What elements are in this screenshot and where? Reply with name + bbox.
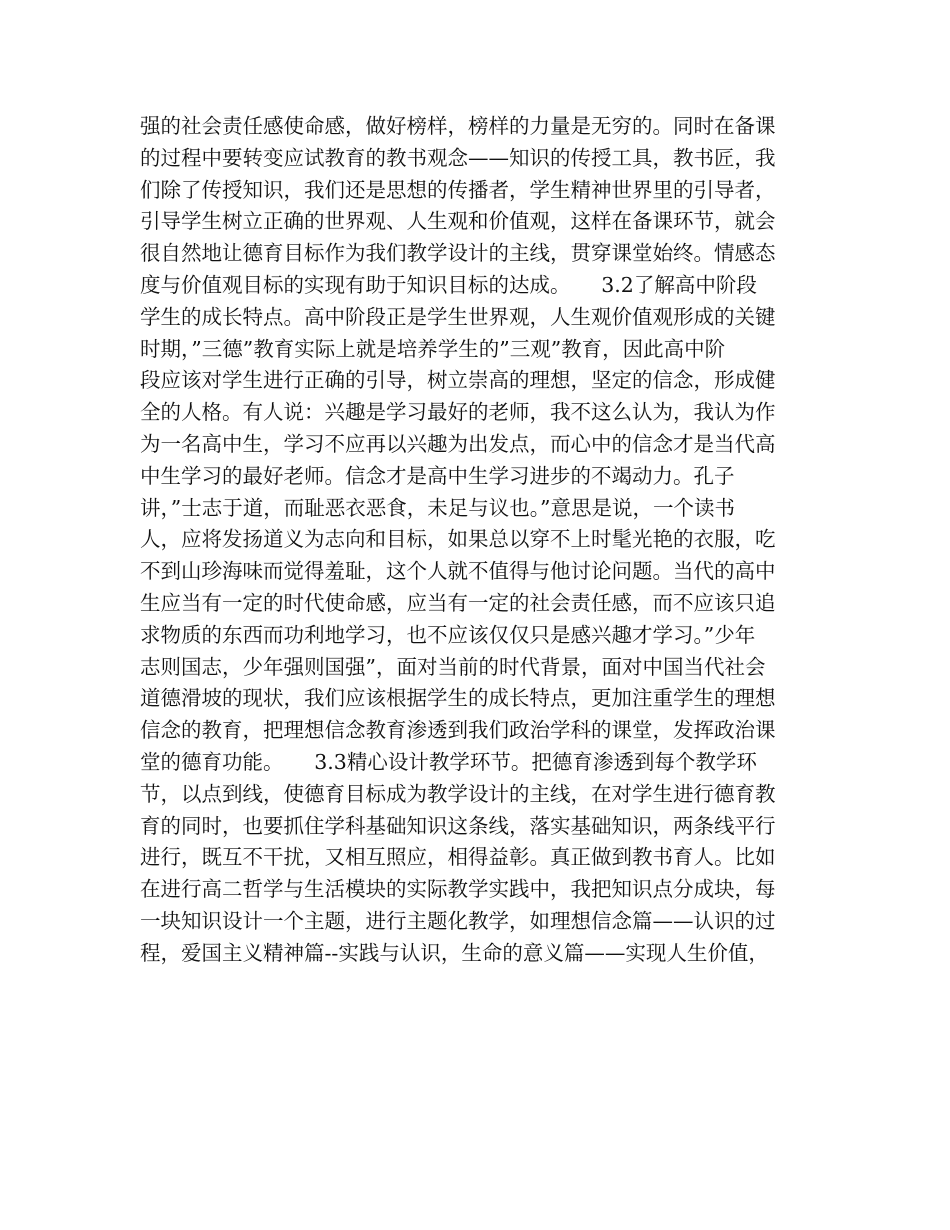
text-line-27: 程，爱国主义精神篇--实践与认识，生命的意义篇——实现人生价值，	[140, 940, 769, 965]
text-line-19: 道德滑坡的现状，我们应该根据学生的成长特点，更加注重学生的理想	[140, 686, 776, 711]
text-line-3: 们除了传授知识，我们还是思想的传播者，学生精神世界里的引导者，	[140, 177, 776, 202]
text-line-22: 节，以点到线，使德育目标成为教学设计的主线，在对学生进行德育教	[140, 781, 776, 806]
text-line-14: 人，应将发扬道义为志向和目标，如果总以穿不上时髦光艳的衣服，吃	[140, 527, 776, 552]
text-line-4: 引导学生树立正确的世界观、人生观和价值观，这样在备课环节，就会	[140, 209, 776, 234]
text-line-15: 不到山珍海味而觉得羞耻，这个人就不值得与他讨论问题。当代的高中	[140, 559, 776, 584]
text-line-16: 生应当有一定的时代使命感，应当有一定的社会责任感，而不应该只追	[140, 590, 776, 615]
text-line-21: 堂的德育功能。 3.3精心设计教学环节。把德育渗透到每个教学环	[140, 749, 757, 774]
text-line-2: 的过程中要转变应试教育的教书观念——知识的传授工具，教书匠，我	[140, 145, 776, 170]
text-line-5: 很自然地让德育目标作为我们教学设计的主线，贯穿课堂始终。情感态	[140, 241, 776, 266]
text-line-12: 中生学习的最好老师。信念才是高中生学习进步的不竭动力。孔子	[140, 463, 735, 488]
text-line-26: 一块知识设计一个主题，进行主题化教学，如理想信念篇——认识的过	[140, 908, 776, 933]
text-line-7: 学生的成长特点。高中阶段正是学生世界观，人生观价值观形成的关键	[140, 304, 776, 329]
text-line-9: 段应该对学生进行正确的引导，树立崇高的理想，坚定的信念，形成健	[140, 368, 776, 393]
text-line-1: 强的社会责任感使命感，做好榜样，榜样的力量是无穷的。同时在备课	[140, 114, 776, 138]
text-line-10: 全的人格。有人说：兴趣是学习最好的老师，我不这么认为，我认为作	[140, 400, 776, 425]
text-line-6: 度与价值观目标的实现有助于知识目标的达成。 3.2了解高中阶段	[140, 272, 757, 297]
text-line-8: 时期，”三德”教育实际上就是培养学生的”三观”教育，因此高中阶	[140, 336, 726, 361]
body-text	[140, 111, 820, 970]
text-line-18: 志则国志，少年强则国强”，面对当前的时代背景，面对中国当代社会	[140, 654, 766, 679]
text-line-17: 求物质的东西而功利地学习，也不应该仅仅只是感兴趣才学习。”少年	[140, 622, 756, 647]
text-line-23: 育的同时，也要抓住学科基础知识这条线，落实基础知识，两条线平行	[140, 813, 776, 838]
text-line-11: 为一名高中生，学习不应再以兴趣为出发点，而心中的信念才是当代高	[140, 431, 776, 456]
text-line-13: 讲，”士志于道，而耻恶衣恶食，未足与议也。”意思是说，一个读书	[140, 495, 735, 520]
text-line-25: 在进行高二哲学与生活模块的实际教学实践中，我把知识点分成块，每	[140, 877, 776, 902]
text-line-20: 信念的教育，把理想信念教育渗透到我们政治学科的课堂，发挥政治课	[140, 718, 776, 743]
text-line-24: 进行，既互不干扰，又相互照应，相得益彰。真正做到教书育人。比如	[140, 845, 776, 870]
